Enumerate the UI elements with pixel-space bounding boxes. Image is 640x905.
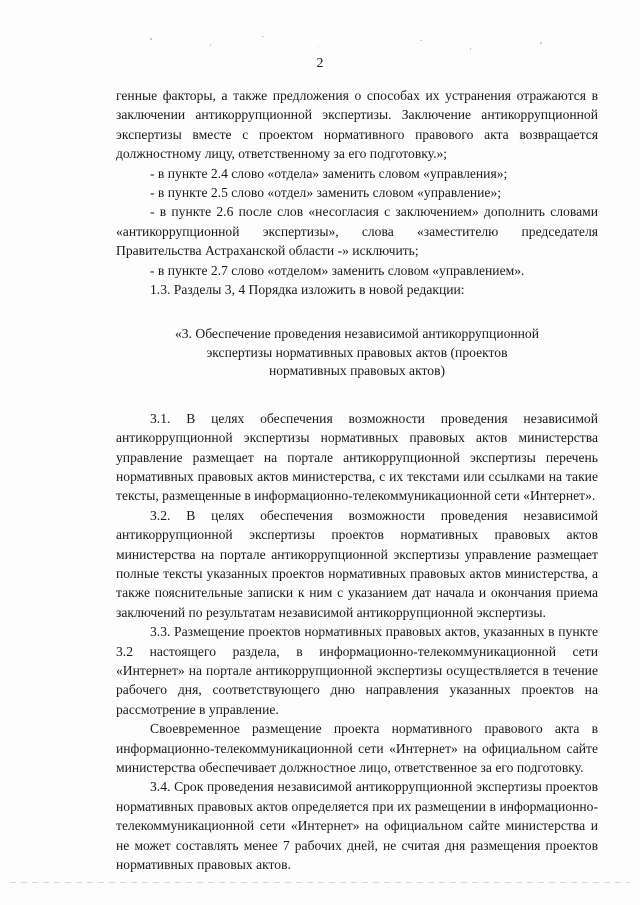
scan-noise xyxy=(150,38,152,40)
amendment-item: - в пункте 2.4 слово «отдела» заменить словом «управления»; xyxy=(150,165,508,181)
scan-noise xyxy=(470,48,471,50)
section-heading-line: «3. Обеспечение проведения независимой антикоррупционной xyxy=(174,326,540,342)
scan-noise xyxy=(210,44,211,46)
continued-paragraph: генные факторы, а также предложения о способах их устранения отражаются в заключении антикоррупционной экспертизы. Заключение антикоррупционной экспертизы вместе с проектом нормативного правового акта возвращается должностному лицу, ответственному за его подготовку.»; xyxy=(116,88,598,162)
amendment-item: - в пункте 2.5 слово «отдел» заменить словом «управление»; xyxy=(150,185,502,201)
amendment-item: - в пункте 2.6 после слов «несогласия с заключением» дополнить словами «антикоррупционной экспертизы», слова «заместителю председателя Правительства Астраханской области -» исключить; xyxy=(116,204,598,259)
scan-noise xyxy=(540,42,542,44)
section-paragraph: 3.4. Срок проведения независимой антикоррупционной экспертизы проектов нормативных правовых актов определяется при их размещении в информационно-телекоммуникационной сети «Интернет» на официальном сайте министерства и не может составлять менее 7 рабочих дней, не считая дня размещения проектов нормативных правовых актов. xyxy=(116,779,598,873)
document-body xyxy=(116,86,598,874)
section-paragraph: 3.3. Размещение проектов нормативных правовых актов, указанных в пункте 3.2 настоящего раздела, в информационно-телекоммуникационной сети «Интернет» на портале антикоррупционной экспертизы осуществляется в течение рабочего дня, соответствующего дню направления указанных проектов на рассмотрение в управление. xyxy=(116,624,598,717)
section-heading-line: экспертизы нормативных правовых актов (проектов xyxy=(206,344,508,360)
scan-edge-line xyxy=(10,882,630,883)
section-paragraph: Своевременное размещение проекта нормативного правового акта в информационно-телекоммуникационной сети «Интернет» на официальном сайте министерства обеспечивает должностное лицо, ответственное за его подготовку. xyxy=(116,721,598,775)
section-paragraph: 3.1. В целях обеспечения возможности проведения независимой антикоррупционной экспертизы нормативных правовых актов министерства управление размещает на портале антикоррупционной экспертизы перечень нормативных правовых актов министерства, с их текстами или ссылками на такие тексты, размещенные в информационно-телекоммуникационной сети «Интернет». xyxy=(116,410,598,504)
section-paragraph: 3.2. В целях обеспечения возможности проведения независимой антикоррупционной экспертизы проектов нормативных правовых актов министерства на портале антикоррупционной экспертизы управление размещает полные тексты указанных проектов нормативных правовых актов министерства, а также пояснительные записки к ним с указанием дат начала и окончания приема заключений по результатам независимой антикоррупционной экспертизы. xyxy=(116,507,598,620)
item-1-3: 1.3. Разделы 3, 4 Порядка изложить в новой редакции: xyxy=(150,282,465,298)
scan-noise xyxy=(420,40,422,41)
scan-noise xyxy=(262,36,264,37)
amendment-item: - в пункте 2.7 слово «отделом» заменить словом «управлением». xyxy=(150,262,525,278)
section-heading xyxy=(116,325,598,380)
scan-noise xyxy=(318,46,319,47)
section-heading-line: нормативных правовых актов) xyxy=(268,363,446,379)
page-number: 2 xyxy=(316,56,324,71)
